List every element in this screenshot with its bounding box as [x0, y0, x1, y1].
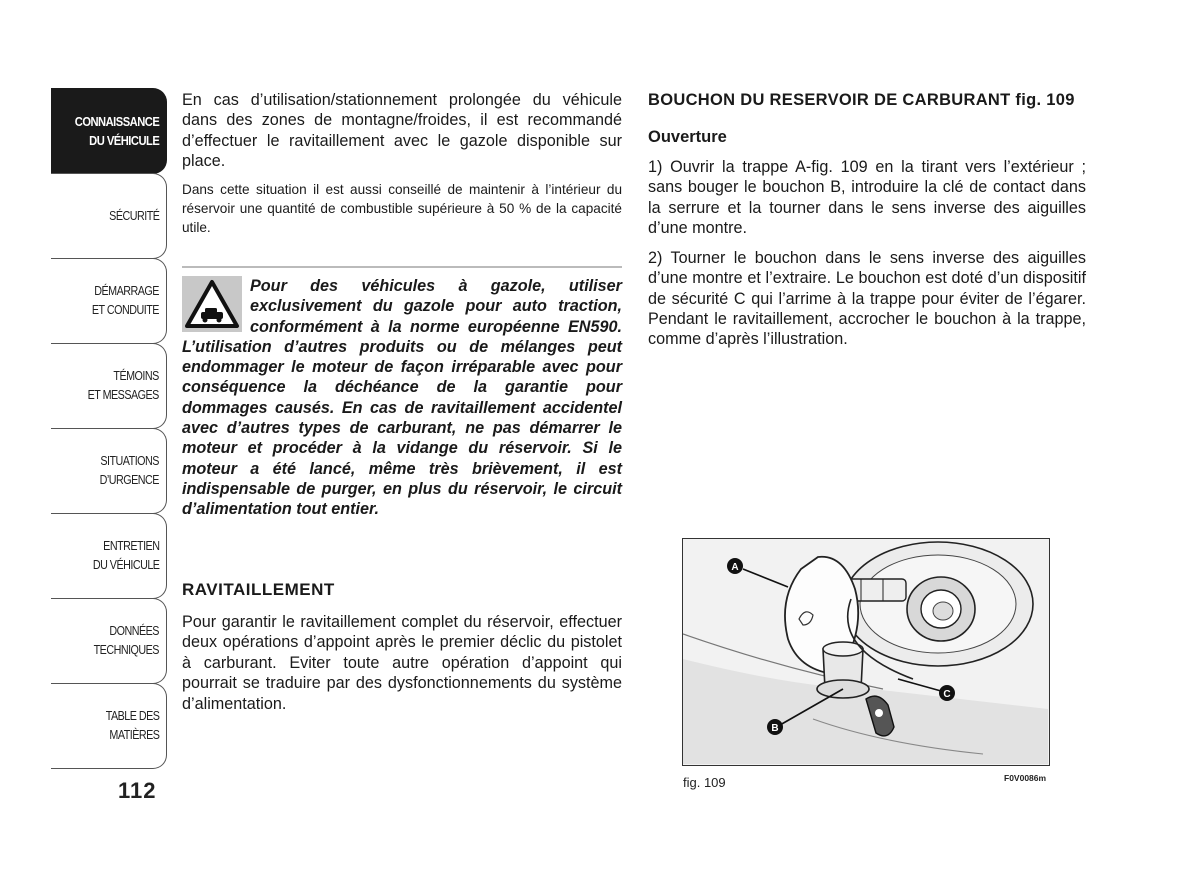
tab-temoins-et-messages[interactable] — [51, 343, 167, 429]
step-1-paragraph: 1) Ouvrir la trappe A-fig. 109 en la tirant vers l’extérieur ; sans bouger le bouchon B, introduire la clé de contact dans la serrure et la tourner dans le sens inverse des aiguilles d’une montre. — [648, 158, 1086, 237]
figure-label-a: A — [731, 562, 739, 573]
tab-label: DÉMARRAGE ET CONDUITE — [92, 284, 159, 317]
tab-label: ENTRETIEN DU VÉHICULE — [92, 539, 159, 572]
figure-label-c: C — [943, 689, 951, 700]
warning-triangle-icon — [182, 276, 242, 332]
tab-label: TÉMOINS ET MESSAGES — [87, 369, 159, 402]
note-paragraph: Dans cette situation il est aussi conseillé de maintenir à l’intérieur du réservoir une quantité de combustible supérieure à 50 % de la capacité utile. — [182, 181, 622, 235]
tab-label: SÉCURITÉ — [108, 208, 159, 223]
figure-caption: fig. 109 — [683, 775, 726, 790]
warning-text: Pour des véhicules à gazole, utiliser exclusivement du gazole pour auto traction, conformément à la norme européenne EN590. L’utilisation d’autres produits ou de mélanges peut endommager le moteur de façon irréparable avec pour conséquence la déchéance de la garantie pour dommages causés. En cas de ravitaillement accidentel avec d’autres types de carburant, ne pas démarrer le moteur et procéder à la vidange du réservoir. Si le moteur a été lancé, même très brièvement, il est indispensable de purger, en plus du réservoir, le circuit d’alimentation tout entier. — [182, 277, 622, 519]
section-heading-bouchon: BOUCHON DU RESERVOIR DE CARBURANT fig. 109 — [648, 91, 1075, 109]
tab-connaissance-du-vehicule[interactable] — [51, 88, 167, 174]
divider — [182, 266, 622, 268]
fuel-cap-illustration — [682, 538, 1050, 766]
tab-label: CONNAISSANCE DU VÉHICULE — [74, 114, 159, 148]
tab-securite[interactable] — [51, 173, 167, 259]
page-number: 112 — [118, 778, 157, 803]
warning-block — [182, 276, 622, 520]
figure-label-b: B — [771, 723, 779, 734]
ravitaillement-paragraph: Pour garantir le ravitaillement complet du réservoir, effectuer deux opérations d’appoint après le premier déclic du pistolet à carburant. Eviter toute autre opération d’appoint qui pourrait se traduire par des dysfonctionnements du système d’alimentation. — [182, 613, 622, 713]
tab-table-des-matieres[interactable] — [51, 683, 167, 769]
tab-entretien-du-vehicule[interactable] — [51, 513, 167, 599]
tab-label: SITUATIONS D’URGENCE — [99, 454, 159, 487]
left-column — [182, 90, 622, 237]
figure-code: F0V0086m — [1004, 773, 1047, 783]
right-column — [648, 90, 1086, 350]
intro-paragraph: En cas d’utilisation/stationnement prolongée du véhicule dans des zones de montagne/froides, il est recommandé d’effectuer le ravitaillement avec le gazole disponible sur place. — [182, 91, 622, 171]
tab-demarrage-et-conduite[interactable] — [51, 258, 167, 344]
tab-label: TABLE DES MATIÈRES — [105, 709, 159, 742]
tab-label: DONNÉES TECHNIQUES — [93, 624, 159, 657]
step-2-paragraph: 2) Tourner le bouchon dans le sens inverse des aiguilles d’une montre et l’extraire. Le bouchon est doté d’un dispositif de sécurité C qui l’arrime à la trappe pour éviter de l’égarer. Pendant le ravitaillement, accrocher le bouchon à la trappe, comme d’après l’illustration. — [648, 249, 1086, 349]
tab-donnees-techniques[interactable] — [51, 598, 167, 684]
section-heading-ravitaillement: RAVITAILLEMENT — [182, 580, 335, 599]
subheading-ouverture: Ouverture — [648, 128, 727, 146]
chapter-tabs — [51, 88, 167, 768]
tab-situations-d-urgence[interactable] — [51, 428, 167, 514]
